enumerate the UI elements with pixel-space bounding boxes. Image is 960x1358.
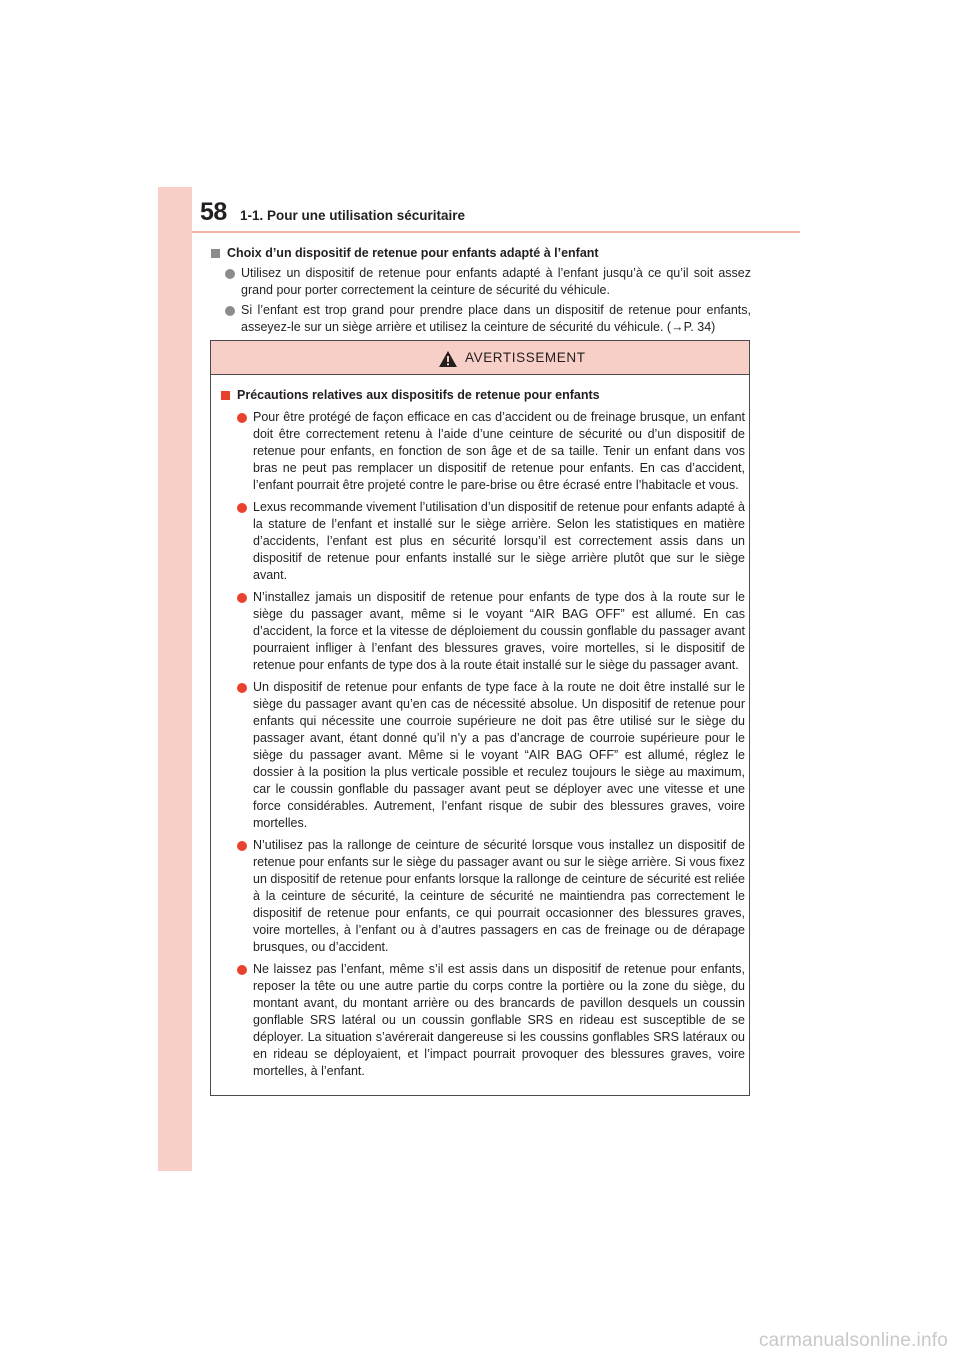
warning-header	[211, 341, 749, 375]
warning-box	[210, 340, 750, 1096]
list-item: N’installez jamais un dispositif de retenue pour enfants de type dos à la route sur le siège du passager avant, même si le voyant “AIR BAG OFF” est allumé. En cas d’accident, la force et la vitesse de déploiement du coussin gonflable du passager avant pourraient infliger à l’enfant des blessures graves, voire mortelles, si le dispositif de retenue pour enfants de type dos à la route était installé sur le siège du passager avant.	[221, 589, 745, 674]
bullet-dot-icon	[225, 306, 235, 316]
square-bullet-icon	[221, 391, 230, 400]
child-restraint-selection-section	[211, 245, 751, 336]
warning-title: AVERTISSEMENT	[465, 350, 586, 365]
bullet-dot-icon	[225, 269, 235, 279]
list-item: Ne laissez pas l’enfant, même s’il est assis dans un dispositif de retenue pour enfants, reposer la tête ou une autre partie du corps contre la portière ou la zone du siège, du montant avant, du montant arrière ou des brancards de pavillon desquels un coussin gonflable SRS latéral ou un coussin gonflable SRS en rideau est susceptible de se déployer. La situation s’avérerait dangereuse si les coussins gonflables SRS latéraux ou en rideau se déployaient, et l’impact pourrait provoquer des blessures graves, voire mortelles, à l’enfant.	[221, 961, 745, 1080]
chapter-title: 1-1. Pour une utilisation sécuritaire	[240, 208, 466, 223]
square-bullet-icon	[211, 249, 220, 258]
warning-body	[221, 387, 745, 1080]
watermark: carmanualsonline.info	[758, 1330, 948, 1351]
list-item: Si l’enfant est trop grand pour prendre place dans un dispositif de retenue pour enfants, asseyez-le sur un siège arrière et utilisez la ceinture de sécurité du véhicule. (→P. 34)	[211, 302, 751, 336]
warning-triangle-icon	[439, 351, 457, 367]
list-item: N’utilisez pas la rallonge de ceinture de sécurité lorsque vous installez un dispositif de retenue pour enfants sur le siège du passager avant ou sur le siège arrière. Si vous fixez un dispositif de retenue pour enfants lorsque la rallonge de ceinture de sécurité est reliée à la ceinture de sécurité, la ceinture de sécurité ne maintiendra pas correctement le dispositif de retenue pour enfants, ce qui pourrait occasionner des blessures graves, voire mortelles, à l’enfant ou à d’autres passagers en cas de freinage ou de dérapage brusques, ou d’accident.	[221, 837, 745, 956]
header-divider	[192, 231, 800, 233]
bullet-dot-icon	[237, 593, 247, 603]
bullet-dot-icon	[237, 965, 247, 975]
page-header	[192, 196, 800, 232]
list-item: Un dispositif de retenue pour enfants de type face à la route ne doit être installé sur le siège du passager avant qu’en cas de nécessité absolue. Un dispositif de retenue pour enfants qui nécessite une courroie supérieure ne doit pas être utilisé sur le siège du passager avant, étant donné qu’il n’y a pas d’ancrage de courroie supérieure pour le siège du passager avant. Même si le voyant “AIR BAG OFF” est allumé, réglez le dossier à la position la plus verticale possible et reculez toujours le siège au maximum, car le coussin gonflable du passager avant peut se déployer avec une vitesse et une force considérables. Autrement, l’enfant risque de subir des blessures graves, voire mortelles.	[221, 679, 745, 832]
bullet-dot-icon	[237, 683, 247, 693]
bullet-dot-icon	[237, 413, 247, 423]
list-item: Lexus recommande vivement l’utilisation d’un dispositif de retenue pour enfants adapté à la stature de l’enfant et installé sur le siège arrière. Selon les statistiques en matière d’accidents, l’enfant est plus en sécurité lorsqu’il est correctement assis dans un dispositif de retenue pour enfants installé sur le siège arrière plutôt que sur le siège avant.	[221, 499, 745, 584]
list-item: Pour être protégé de façon efficace en cas d’accident ou de freinage brusque, un enfant doit être correctement retenu à l’aide d’une ceinture de sécurité ou d’un dispositif de retenue pour enfants, en fonction de son âge et de sa taille. Tenir un enfant dans vos bras ne peut pas remplacer un dispositif de retenue pour enfants. En cas d’accident, l’enfant pourrait être projeté contre le pare-brise ou être écrasé entre l’habitacle et vous.	[221, 409, 745, 494]
page-number: 58	[200, 198, 227, 226]
section-heading: Choix d’un dispositif de retenue pour enfants adapté à l’enfant	[211, 245, 751, 262]
side-color-band	[158, 187, 192, 1171]
bullet-dot-icon	[237, 841, 247, 851]
list-item: Utilisez un dispositif de retenue pour enfants adapté à l’enfant jusqu’à ce qu’il soit assez grand pour porter correctement la ceinture de sécurité du véhicule.	[211, 265, 751, 299]
bullet-dot-icon	[237, 503, 247, 513]
warning-heading: Précautions relatives aux dispositifs de retenue pour enfants	[221, 387, 745, 404]
